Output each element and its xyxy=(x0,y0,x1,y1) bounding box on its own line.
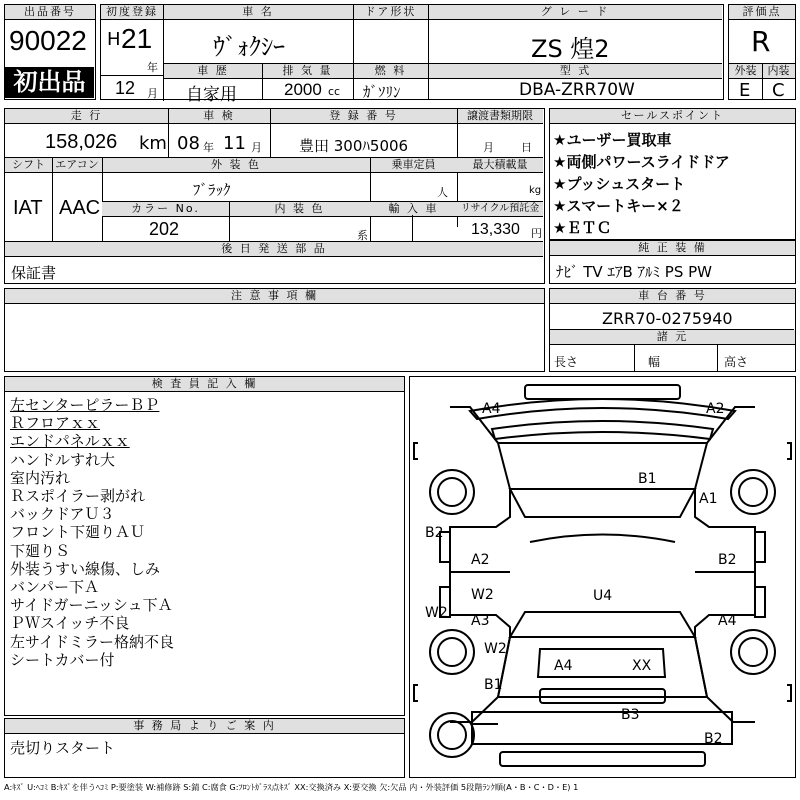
lot-number-label: 出品番号 xyxy=(5,5,95,20)
mark-right-a4: A4 xyxy=(718,613,737,629)
mark-right-mid: B2 xyxy=(718,552,737,568)
mark-left-mid: A2 xyxy=(471,552,490,568)
car-outline xyxy=(410,377,795,777)
color-label: 外 装 色 xyxy=(102,158,370,173)
recycle-label: リサイクル預託金 xyxy=(457,202,543,217)
insp-month: 11 xyxy=(223,133,246,154)
mark-left-side: B2 xyxy=(425,525,444,541)
chassis-box xyxy=(549,288,796,372)
inspector-note: Ｒスポイラー剥がれ xyxy=(10,487,146,506)
sales-point-item: ★ＥＴＣ xyxy=(553,219,612,237)
height-label: 高さ xyxy=(724,355,749,369)
history-label: 車 歴 xyxy=(164,64,262,79)
exterior-grade: E xyxy=(739,80,751,101)
shift: IAT xyxy=(13,197,43,219)
mark-front-left: A4 xyxy=(482,401,501,417)
fuel-label: 燃 料 xyxy=(353,64,428,79)
inspector-note: エンドパネルｘｘ xyxy=(10,432,130,451)
reg-year: 21 xyxy=(121,23,153,54)
office-box xyxy=(4,718,405,778)
aircon-label: エアコン xyxy=(52,158,102,172)
vehicle-details-box xyxy=(4,108,545,284)
mark-right-front-fender: A1 xyxy=(699,491,718,507)
capacity-label: 乗車定員 xyxy=(370,158,457,173)
grade-label: グ レ ー ド xyxy=(428,5,722,20)
mark-left-w2-lower: W2 xyxy=(484,641,507,657)
recycle-unit: 円 xyxy=(531,227,542,240)
mark-left-a3: A3 xyxy=(471,613,490,629)
mileage: 158,026 xyxy=(45,131,118,153)
office-label: 事 務 局 よ り ご 案 内 xyxy=(5,719,404,734)
score: R xyxy=(751,25,771,58)
car-name: ｳﾞｫｸｼｰ xyxy=(213,33,285,61)
inspector-note: バンパー下Ａ xyxy=(10,578,99,597)
inspection-label: 車 検 xyxy=(168,109,270,124)
inspector-note: 室内汚れ xyxy=(10,468,71,487)
mileage-unit: km xyxy=(139,133,167,154)
era-prefix: H xyxy=(107,29,121,50)
parts-label: 後 日 発 送 部 品 xyxy=(5,242,543,257)
chassis-value: ZRR70-0275940 xyxy=(602,309,733,328)
transfer-label: 譲渡書類期限 xyxy=(457,109,543,124)
shift-label: シフト xyxy=(5,158,52,172)
model: DBA-ZRR70W xyxy=(519,80,635,100)
inspector-note: ハンドルすれ大 xyxy=(10,450,116,469)
month-unit: 月 xyxy=(147,87,158,100)
lot-number-box xyxy=(4,4,96,100)
interior-label: 内装 xyxy=(762,64,795,79)
parts: 保証書 xyxy=(11,264,57,282)
inspector-note: 下廻りＳ xyxy=(10,541,71,560)
inspector-note: ＰＷスイッチ不良 xyxy=(10,614,130,633)
mark-left-b1: B1 xyxy=(484,677,503,693)
interior-color-label: 内 装 色 xyxy=(229,202,370,217)
car-name-label: 車 名 xyxy=(163,5,353,20)
sales-point-item: ★ユーザー買取車 xyxy=(553,131,672,149)
mark-rear-a4: A4 xyxy=(554,658,573,674)
width-label: 幅 xyxy=(648,355,661,369)
load-label: 最大積載量 xyxy=(457,158,543,173)
mark-rear-b2: B2 xyxy=(704,731,723,747)
inspector-note: 左サイドミラー格納不良 xyxy=(10,632,174,651)
displacement-label: 排 気 量 xyxy=(262,64,353,79)
office-value: 売切りスタート xyxy=(10,739,116,757)
displacement: 2000 xyxy=(284,80,322,99)
import-label: 輸 入 車 xyxy=(370,202,457,217)
inspector-label: 検 査 員 記 入 欄 xyxy=(5,377,404,392)
score-box xyxy=(728,4,796,100)
color: ﾌﾞﾗｯｸ xyxy=(193,181,231,199)
equipment-value: ﾅﾋﾞ TV ｴｱB ｱﾙﾐ PS PW xyxy=(556,263,712,281)
insp-year: 08 xyxy=(177,133,200,154)
load-unit: kg xyxy=(529,185,542,196)
equipment-label: 純 正 装 備 xyxy=(550,241,795,256)
color-no-label: カラー No. xyxy=(102,202,229,217)
score-label: 評価点 xyxy=(729,5,795,20)
sales-points-label: セールスポイント xyxy=(550,109,795,124)
interior-color-unit: 系 xyxy=(357,229,368,242)
grade: ZS 煌2 xyxy=(531,35,610,63)
recycle: 13,330 xyxy=(471,221,520,238)
inspector-note: バックドアＵ３ xyxy=(10,505,115,524)
first-reg-label: 初度登録 xyxy=(101,5,163,20)
caution-box xyxy=(4,288,545,372)
mark-front-right: A2 xyxy=(706,401,725,417)
sales-point-item: ★プッシュスタート xyxy=(553,175,686,193)
mark-left-w2-upper: W2 xyxy=(471,587,494,603)
sales-points-box xyxy=(549,108,796,240)
transfer-day-unit: 日 xyxy=(521,141,532,154)
mark-rear-b3: B3 xyxy=(621,707,640,723)
first-listing-badge: 初出品 xyxy=(5,67,94,98)
color-no: 202 xyxy=(149,219,180,239)
transfer-month-unit: 月 xyxy=(483,141,494,154)
history: 自家用 xyxy=(186,85,237,105)
dims-label: 諸 元 xyxy=(550,330,795,345)
caution-label: 注 意 事 項 欄 xyxy=(5,289,544,304)
chassis-label: 車 台 番 号 xyxy=(550,289,795,304)
capacity-unit: 人 xyxy=(437,186,448,199)
car-damage-diagram xyxy=(409,376,796,778)
vehicle-header-box xyxy=(100,4,724,105)
aircon: AAC xyxy=(59,197,101,219)
exterior-label: 外装 xyxy=(729,64,762,79)
mark-roof: B1 xyxy=(638,471,657,487)
inspector-note: 外装うすい線傷、しみ xyxy=(10,559,161,578)
inspector-note: サイドガーニッシュ下Ａ xyxy=(10,596,173,615)
sales-point-item: ★両側パワースライドドア xyxy=(553,153,730,171)
insp-year-unit: 年 xyxy=(203,141,214,154)
equipment-box xyxy=(549,240,796,284)
sales-point-item: ★スマートキー×２ xyxy=(553,197,684,215)
inspector-note: Ｒフロアｘｘ xyxy=(10,414,101,433)
mileage-label: 走 行 xyxy=(5,109,168,124)
legend: A:ｷｽﾞ U:ﾍｺﾐ B:ｷｽﾞを伴うﾍｺﾐ P:要塗装 W:補修跡 S:錆 C:腐食 G:ﾌﾛﾝﾄｶﾞﾗｽ点ｷｽﾞ XX:交換済み X:要交換 欠:欠品 内・外装評価 5段階ﾗﾝｸ順(A・B・C・D・E) 1 xyxy=(4,782,579,792)
inspector-note: シートカバー付 xyxy=(10,650,115,669)
plate: 豊田 300ﾊ5006 xyxy=(299,137,409,155)
plate-label: 登 録 番 号 xyxy=(270,109,457,124)
model-label: 型 式 xyxy=(429,64,722,79)
interior-grade: C xyxy=(772,80,785,101)
inspector-note: 左センターピラーＢＰ xyxy=(10,396,160,414)
displacement-unit: cc xyxy=(328,85,341,98)
reg-month: 12 xyxy=(115,78,136,98)
inspector-box xyxy=(4,376,405,716)
mark-rear-xx: XX xyxy=(632,658,652,674)
lot-number: 90022 xyxy=(9,25,87,56)
fuel: ｶﾞｿﾘﾝ xyxy=(363,83,401,101)
mark-center: U4 xyxy=(593,588,613,604)
length-label: 長さ xyxy=(554,355,579,369)
year-unit: 年 xyxy=(147,61,158,74)
inspector-note: フロント下廻りＡＵ xyxy=(10,523,146,542)
door-label: ドア形状 xyxy=(353,5,428,20)
mark-left-w2-outer: W2 xyxy=(425,605,448,621)
insp-month-unit: 月 xyxy=(251,141,262,154)
